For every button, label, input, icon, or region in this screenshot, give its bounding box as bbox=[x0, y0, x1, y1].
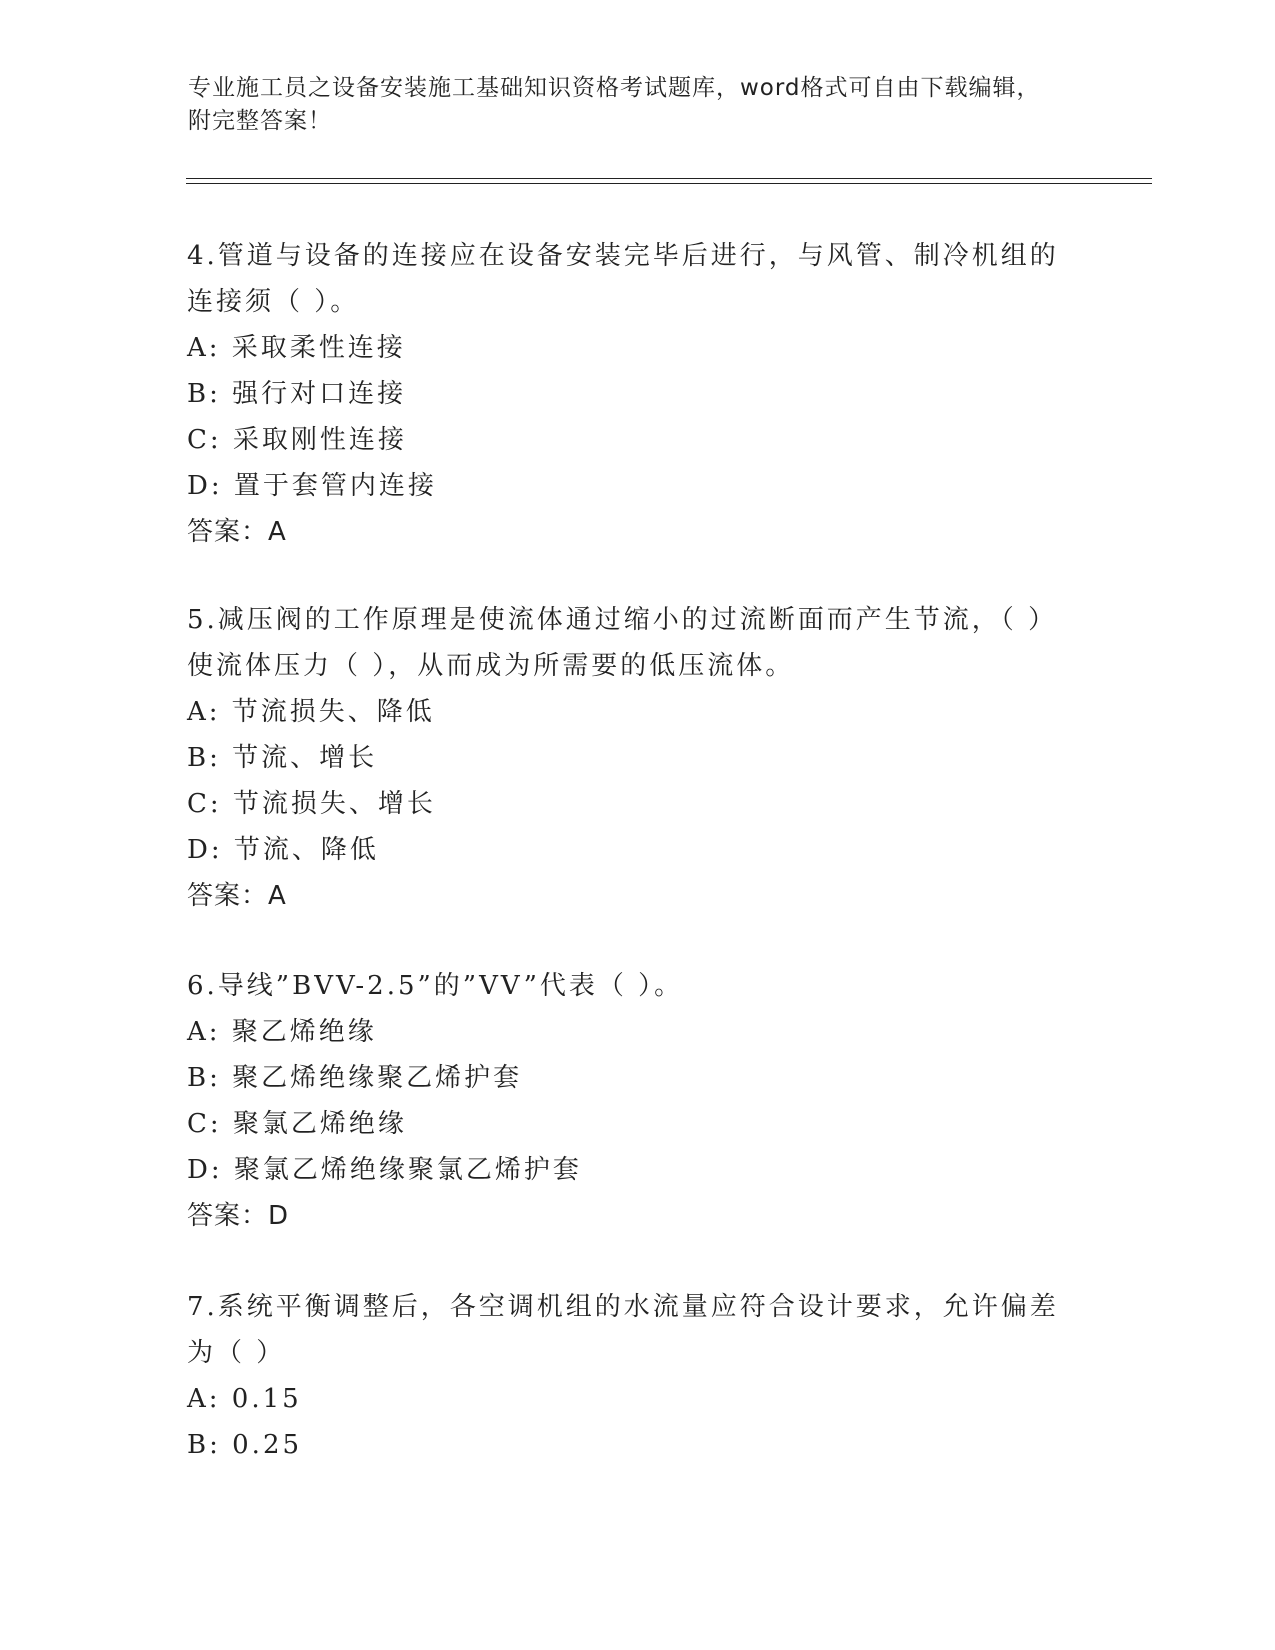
question-7 bbox=[187, 1284, 1067, 1468]
question-stem: 为（ ） bbox=[187, 1338, 286, 1368]
option-c: C: 采取刚性连接 bbox=[187, 425, 407, 455]
option-c: C: 节流损失、增长 bbox=[187, 789, 436, 819]
option-a: A: 采取柔性连接 bbox=[187, 333, 406, 363]
option-b: B: 强行对口连接 bbox=[187, 379, 407, 409]
question-6 bbox=[187, 963, 1067, 1239]
option-a: A: 节流损失、降低 bbox=[187, 697, 435, 727]
option-c: C: 聚氯乙烯绝缘 bbox=[187, 1109, 407, 1139]
option-a: A: 0.15 bbox=[187, 1384, 302, 1414]
option-b: B: 节流、增长 bbox=[187, 743, 378, 773]
question-stem: 使流体压力（ ），从而成为所需要的低压流体。 bbox=[187, 651, 795, 681]
question-stem: 连接须（ ）。 bbox=[187, 287, 360, 317]
question-stem: 5.减压阀的工作原理是使流体通过缩小的过流断面而产生节流，（ ） bbox=[187, 605, 1058, 635]
option-d: D: 置于套管内连接 bbox=[187, 471, 437, 501]
option-d: D: 聚氯乙烯绝缘聚氯乙烯护套 bbox=[187, 1155, 582, 1185]
answer: 答案：A bbox=[187, 517, 287, 547]
header-rule bbox=[186, 178, 1152, 179]
header-rule bbox=[186, 183, 1152, 184]
question-5 bbox=[187, 597, 1067, 919]
option-a: A: 聚乙烯绝缘 bbox=[187, 1017, 377, 1047]
header-line-2: 附完整答案！ bbox=[188, 108, 332, 134]
option-b: B: 聚乙烯绝缘聚乙烯护套 bbox=[187, 1063, 523, 1093]
answer: 答案：D bbox=[187, 1201, 290, 1231]
option-b: B: 0.25 bbox=[187, 1430, 303, 1460]
header-line-1: 专业施工员之设备安装施工基础知识资格考试题库，word格式可自由下载编辑， bbox=[188, 75, 1041, 101]
answer: 答案：A bbox=[187, 881, 287, 911]
question-4 bbox=[187, 233, 1067, 555]
page-header bbox=[188, 72, 1088, 138]
question-stem: 6.导线”BVV-2.5”的”VV”代表（ ）。 bbox=[187, 971, 684, 1001]
question-stem: 7.系统平衡调整后，各空调机组的水流量应符合设计要求，允许偏差 bbox=[187, 1292, 1059, 1322]
option-d: D: 节流、降低 bbox=[187, 835, 379, 865]
question-stem: 4.管道与设备的连接应在设备安装完毕后进行，与风管、制冷机组的 bbox=[187, 241, 1059, 271]
